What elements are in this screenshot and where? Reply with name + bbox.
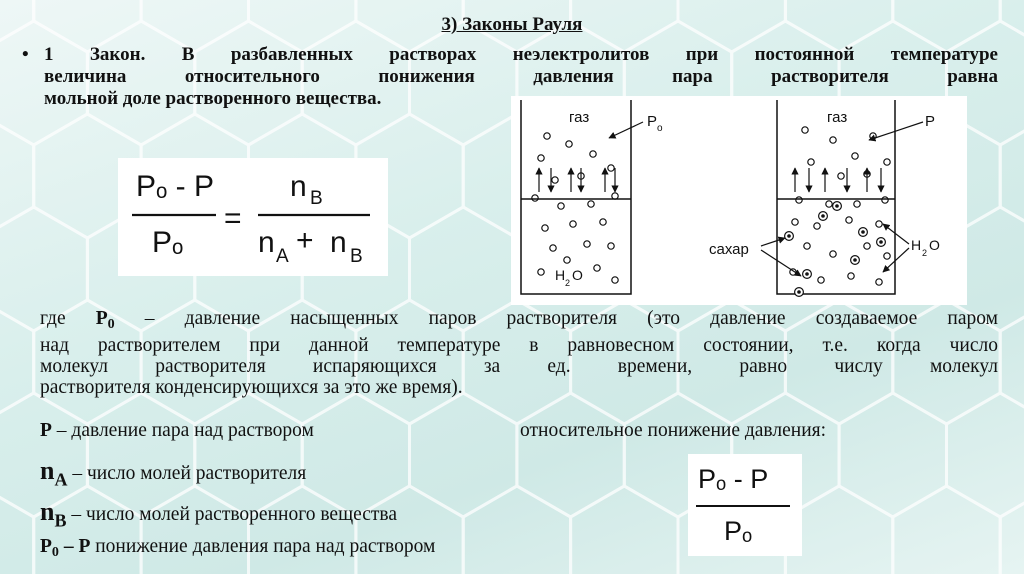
molecule-dot [542,225,548,231]
right-water-H: H [911,237,922,253]
formula-denominator-nA: n [258,226,275,259]
molecule-dot [532,195,538,201]
sugar-molecule-core [797,290,801,294]
left-water-H: H [555,267,566,283]
molecule-dot [852,153,858,159]
molecule-dot [552,177,558,183]
def-na-text: – число молей растворителя [67,463,307,484]
molecule-dot [846,217,852,223]
left-water-2: 2 [565,278,571,288]
def-nb-sub: B [54,510,67,531]
molecule-dot [884,159,890,165]
molecule-dot [808,159,814,165]
def-nb [40,497,397,531]
right-pressure-arrow [869,122,923,140]
sugar-molecule-core [853,258,857,262]
bullet-icon: • [22,44,29,65]
molecule-dot [838,173,844,179]
def-p0-text: понижение давления пара над раствором [90,536,436,557]
molecule-dot [804,243,810,249]
where-line-1: – давление насыщенных паров растворителя (это давление создаваемое паром [114,308,998,329]
hex-cell [893,486,1000,574]
left-pressure-sub: o [657,123,663,134]
molecule-dot [538,155,544,161]
molecule-dot [612,193,618,199]
hex-cell [410,393,517,517]
relative-decrease-label: относительное понижение давления: [520,420,827,441]
law-line-3: мольной доле растворенного вещества. [44,88,382,109]
molecule-dot [830,137,836,143]
hex-cell [571,486,678,574]
def-p-symbol: P [40,420,52,441]
p0-description [40,308,998,398]
hex-cell [0,114,34,238]
left-pressure-label: P [647,113,658,130]
def-nb-symbol: n [40,497,55,526]
water-arrows [883,224,909,272]
hex-cell [0,300,34,424]
def-p0-symbol: P [40,536,52,557]
molecule-dot [818,277,824,283]
molecule-dot [588,201,594,207]
def-p0-sub: 0 [51,544,59,561]
molecule-dot [600,219,606,225]
molecule-dot [796,197,802,203]
molecule-dot [826,201,832,207]
molecule-dot [608,165,614,171]
formula-denominator-subA: A [276,246,289,267]
where-line-3: молекул растворителя испаряющихся за ед. времени, равно числу молекул [40,356,998,378]
sugar-molecule-core [835,204,839,208]
molecule-dot [830,251,836,257]
def-p-text: – давление пара над раствором [51,420,314,441]
molecule-dot [558,203,564,209]
molecule-dot [564,257,570,263]
formula-numerator-right-sub: B [310,188,323,209]
where-sub: 0 [107,316,115,333]
solution-vessel [777,100,895,294]
raoult-formula-main [118,158,388,276]
where-line-4: растворителя конденсирующихся за это же время). [40,377,463,399]
molecule-dot [544,133,550,139]
right-water-O: O [929,237,940,253]
def-na-symbol: n [40,456,55,485]
def-nb-text: – число молей растворенного вещества [66,504,398,525]
sugar-molecule-core [787,234,791,238]
molecule-dot [884,253,890,259]
molecule-dot [876,221,882,227]
hex-cell [1000,486,1024,574]
vapor-pressure-diagram [511,96,967,305]
small-formula-denominator: Pₒ [724,516,753,546]
formula-denominator-left: Pₒ [152,226,184,259]
sugar-label: сахар [709,241,749,258]
def-p0 [40,536,435,561]
formula-equals: = [224,202,242,235]
molecule-dot [612,277,618,283]
molecule-dot [814,223,820,229]
hex-cell [0,486,34,574]
law-line-2: величина относительного понижения давления пара растворителя равна [44,66,998,87]
molecule-dot [608,243,614,249]
where-line-2: над растворителем при данной температуре в равновесном состоянии, т.е. когда число [40,335,998,357]
molecule-dot [848,273,854,279]
formula-denominator-subB: B [350,246,363,267]
relative-decrease-formula [688,454,802,556]
molecule-dot [570,221,576,227]
molecule-dot [566,141,572,147]
sugar-molecule-core [805,272,809,276]
molecule-dot [550,245,556,251]
formula-denominator-nB: n [330,226,347,259]
right-water-2: 2 [922,248,928,258]
left-evaporation-arrows [539,168,615,192]
hex-cell [517,393,624,517]
molecule-dot [876,279,882,285]
right-pressure-label: P [925,113,936,130]
molecule-dot [594,265,600,271]
slide-title: 3) Законы Рауля [441,14,583,35]
molecule-dot [864,243,870,249]
molecule-dot [802,127,808,133]
sugar-molecules [785,202,886,297]
molecule-dot [538,269,544,275]
def-p [40,420,314,442]
small-formula-numerator: Pₒ - P [698,464,769,494]
sugar-molecule-core [821,214,825,218]
formula-denominator-plus: + [296,224,314,257]
formula-numerator-right-n: n [290,170,307,203]
molecule-dot [584,241,590,247]
left-pressure-arrow [609,122,643,138]
hex-cell [463,486,570,574]
hex-cell [947,393,1024,517]
right-gas-label: газ [827,109,848,126]
sugar-molecule-core [879,240,883,244]
def-na [40,456,306,490]
left-gas-label: газ [569,109,590,126]
left-molecules [532,133,618,283]
def-p0-dash: – P [58,536,91,557]
molecule-dot [882,197,888,203]
hex-cell [839,393,946,517]
molecule-dot [854,201,860,207]
sugar-molecule-core [861,230,865,234]
law-line-1: 1 Закон. В разбавленных растворах неэлектролитов при постоянной температуре [44,44,998,65]
left-water-O: O [572,267,583,283]
where-symbol: P [95,308,108,329]
molecule-dot [590,151,596,157]
molecule-dot [792,219,798,225]
def-na-sub: A [54,469,68,490]
formula-numerator-left: Pₒ - P [136,170,215,203]
where-prefix: где [40,308,96,329]
